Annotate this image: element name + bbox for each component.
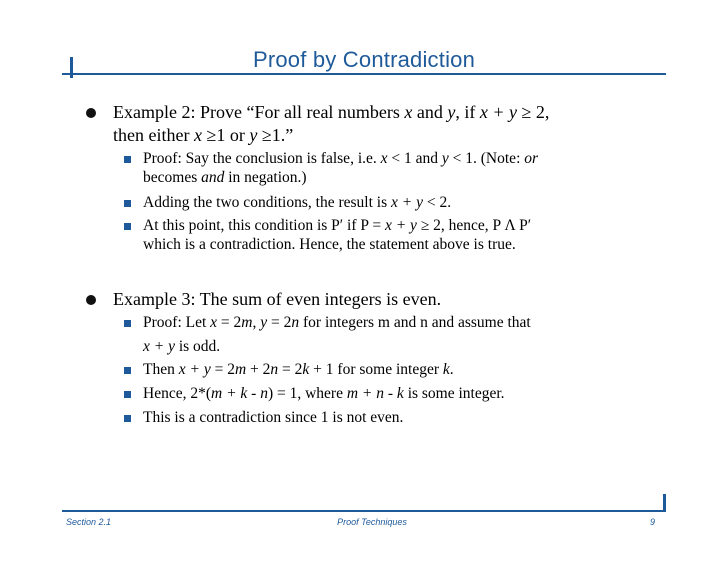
example3-sub1-line2 <box>143 336 220 358</box>
text: This is a contradiction since 1 is not even. <box>143 409 404 426</box>
text: < 1. (Note: <box>452 150 521 167</box>
page-number: 9 <box>650 517 656 527</box>
text: and <box>416 102 443 122</box>
example2-line1 <box>113 101 549 123</box>
text: is some integer. <box>407 385 505 402</box>
text: becomes <box>143 169 198 186</box>
text: = 2 <box>220 314 242 331</box>
text: = 2 <box>282 361 303 378</box>
var: x <box>380 150 388 167</box>
text: for integers m and n and assume that <box>303 314 531 331</box>
sub-bullet <box>124 415 131 422</box>
var: m <box>234 361 247 378</box>
var: y <box>249 125 258 145</box>
var: y <box>260 314 268 331</box>
text: Hence, 2*( <box>143 385 211 402</box>
text: Adding the two conditions, the result is <box>143 194 388 211</box>
bullet-dot <box>86 295 96 305</box>
header-rule-tick <box>70 57 73 78</box>
example3-line1 <box>113 288 441 310</box>
text: At this point, this condition is P′ if P = <box>143 217 382 234</box>
var: y <box>441 150 449 167</box>
text: . <box>449 361 454 378</box>
example3-sub4 <box>143 407 403 429</box>
header-rule <box>62 73 666 75</box>
text: ≥ 2, hence, P Λ P′ <box>420 217 532 234</box>
var: m <box>241 314 253 331</box>
var: x + y <box>178 361 211 378</box>
text: then either <box>113 125 190 145</box>
slide-title: Proof by Contradiction <box>252 47 476 72</box>
var: x + y <box>384 217 417 234</box>
text: ) = 1, where <box>267 385 343 402</box>
text: < 2. <box>426 194 452 211</box>
var: k <box>302 361 310 378</box>
text: = 2 <box>271 314 292 331</box>
var: n <box>270 361 279 378</box>
example3-sub2 <box>143 359 454 381</box>
example3-sub3 <box>143 383 505 405</box>
footer-rule <box>62 510 666 512</box>
text: , <box>252 314 257 331</box>
var: x <box>404 102 413 122</box>
var: x + y <box>479 102 518 122</box>
sub-bullet <box>124 367 131 374</box>
text: Example 2: Prove “For all real numbers <box>113 102 400 122</box>
sub-bullet <box>124 320 131 327</box>
text: in negation.) <box>228 169 307 186</box>
var: x + y <box>143 338 175 355</box>
var: x <box>193 125 202 145</box>
example2-line2 <box>113 124 293 146</box>
var: m + k - n <box>211 385 268 402</box>
emphasis: and <box>201 169 225 186</box>
var: x + y <box>390 194 423 211</box>
var: y <box>447 102 456 122</box>
var: n <box>291 314 300 331</box>
emphasis: or <box>524 150 539 167</box>
text: Proof: Say the conclusion is false, i.e. <box>143 150 377 167</box>
footer-rule-tick <box>663 494 666 512</box>
sub-bullet <box>124 156 131 163</box>
var: m + n - k <box>346 385 404 402</box>
var: k <box>442 361 450 378</box>
text: , if <box>455 102 476 122</box>
text: Example 3: The sum of even integers is even. <box>113 289 442 309</box>
sub-bullet <box>124 223 131 230</box>
example2-sub2 <box>143 192 451 214</box>
text: which is a contradiction. Hence, the statement above is true. <box>143 236 516 253</box>
text: ≥ 2, <box>521 102 550 122</box>
footer-title: Proof Techniques <box>337 517 407 527</box>
sub-bullet <box>124 391 131 398</box>
text: Then <box>143 361 175 378</box>
text: ≥1 or <box>206 125 245 145</box>
text: + 1 for some integer <box>313 361 439 378</box>
bullet-dot <box>86 108 96 118</box>
example2-sub1-line2 <box>143 167 307 189</box>
footer-section: Section 2.1 <box>66 517 112 527</box>
text: ≥1.” <box>261 125 294 145</box>
var: x <box>210 314 218 331</box>
example2-sub3-line2 <box>143 234 516 256</box>
text: is odd. <box>178 338 221 355</box>
text: Proof: Let <box>143 314 207 331</box>
text: = 2 <box>214 361 235 378</box>
sub-bullet <box>124 200 131 207</box>
text: < 1 and <box>391 150 439 167</box>
example3-sub1-line1 <box>143 312 531 334</box>
text: + 2 <box>250 361 271 378</box>
